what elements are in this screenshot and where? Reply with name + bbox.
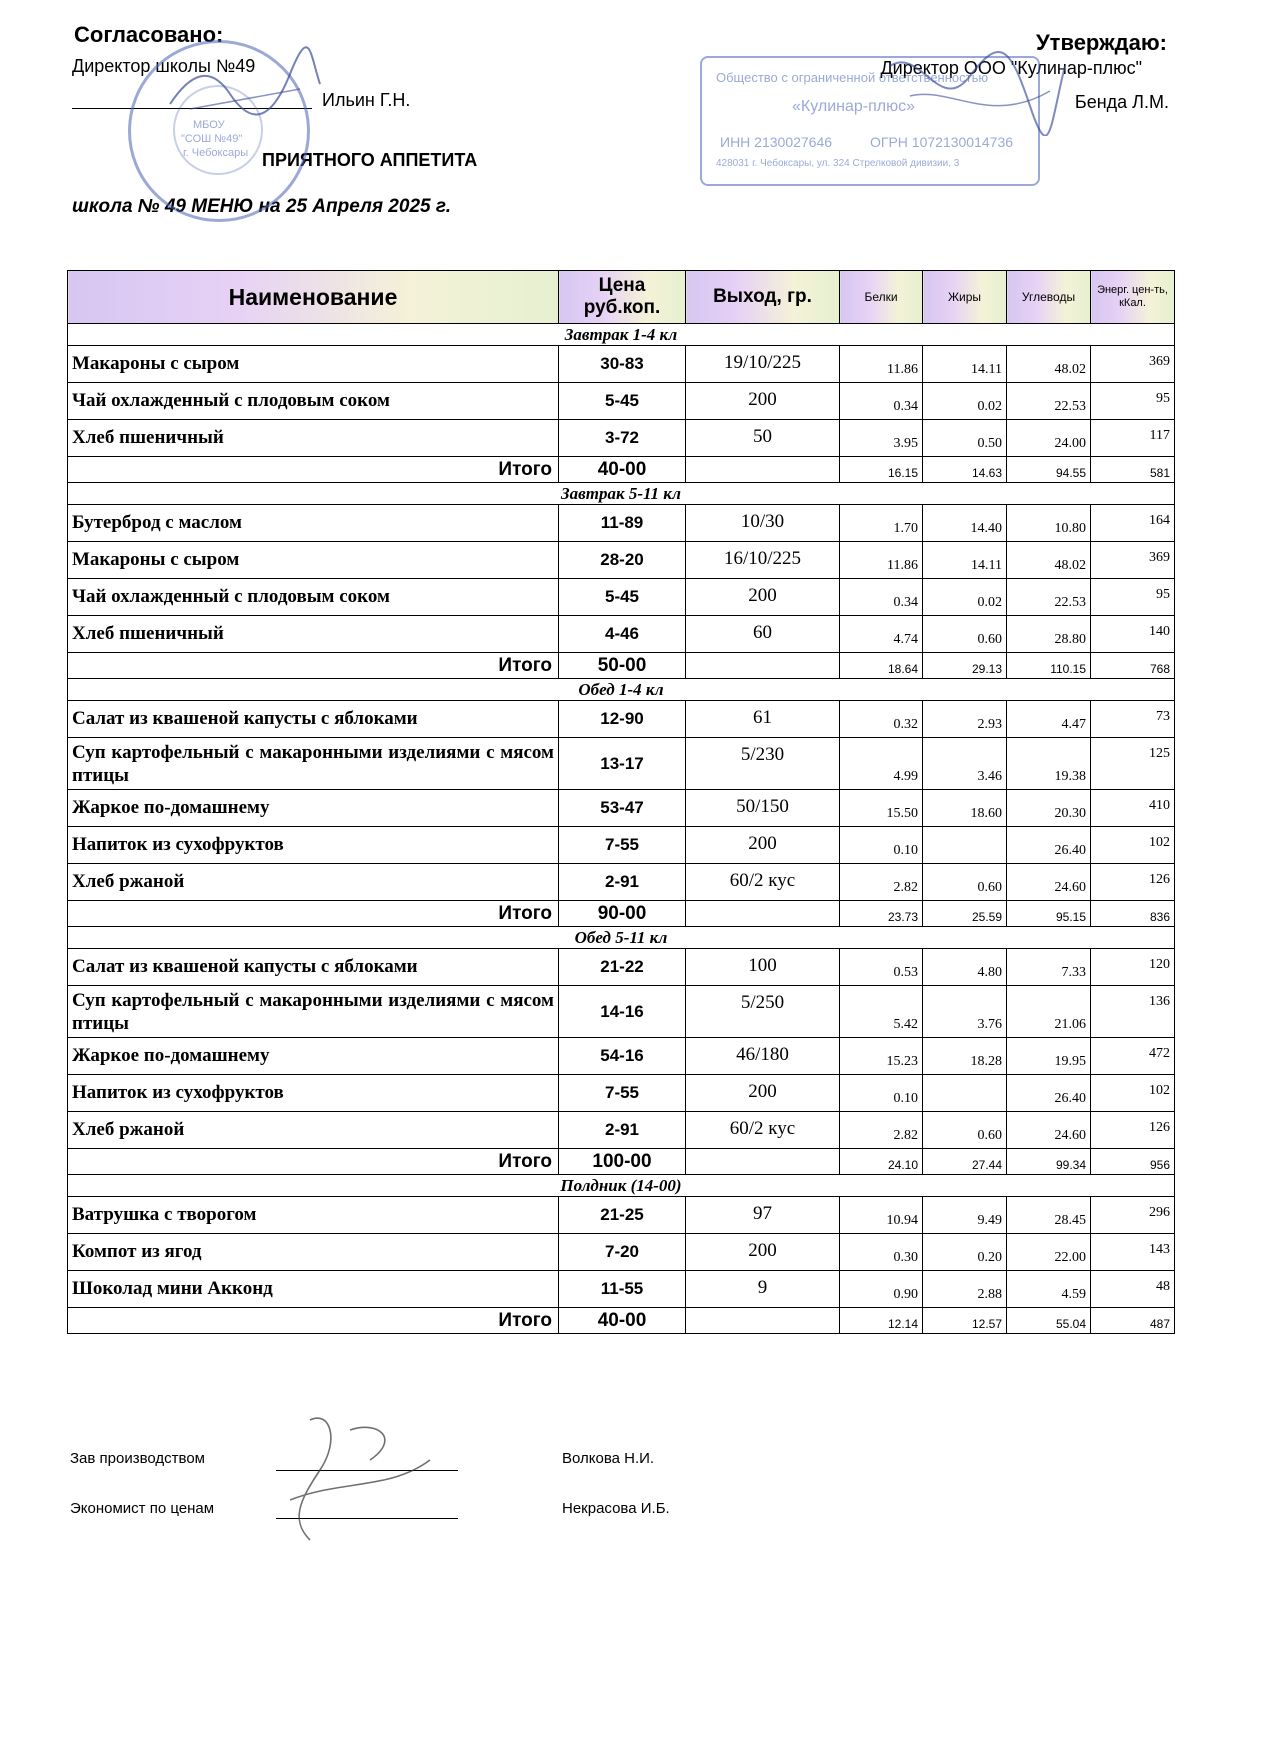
item-protein: 1.70 xyxy=(840,505,923,542)
item-protein: 0.53 xyxy=(840,949,923,986)
total-price: 50-00 xyxy=(559,653,686,679)
total-output-empty xyxy=(686,1149,840,1175)
footer-name-production: Волкова Н.И. xyxy=(562,1450,655,1467)
item-price: 54-16 xyxy=(559,1038,686,1075)
item-kcal: 410 xyxy=(1091,790,1175,827)
item-price: 11-89 xyxy=(559,505,686,542)
item-price: 11-55 xyxy=(559,1271,686,1308)
agreed-name: Ильин Г.Н. xyxy=(322,90,411,110)
menu-table xyxy=(67,270,1175,1334)
table-row xyxy=(68,986,1175,1038)
item-fat: 14.40 xyxy=(923,505,1007,542)
item-fat: 18.60 xyxy=(923,790,1007,827)
item-output: 46/180 xyxy=(686,1038,840,1075)
rect-stamp-address: 428031 г. Чебоксары, ул. 324 Стрелковой дивизии, 3 xyxy=(716,158,960,169)
total-output-empty xyxy=(686,457,840,483)
item-output: 97 xyxy=(686,1197,840,1234)
item-output: 50/150 xyxy=(686,790,840,827)
item-price: 13-17 xyxy=(559,738,686,790)
item-carbs: 22.53 xyxy=(1007,383,1091,420)
total-row xyxy=(68,1149,1175,1175)
item-fat: 0.02 xyxy=(923,579,1007,616)
section-row xyxy=(68,483,1175,505)
item-protein: 2.82 xyxy=(840,1112,923,1149)
table-row xyxy=(68,1112,1175,1149)
total-protein: 12.14 xyxy=(840,1308,923,1334)
item-kcal: 48 xyxy=(1091,1271,1175,1308)
item-carbs: 24.00 xyxy=(1007,420,1091,457)
total-carbs: 99.34 xyxy=(1007,1149,1091,1175)
item-output: 16/10/225 xyxy=(686,542,840,579)
total-row xyxy=(68,1308,1175,1334)
table-row xyxy=(68,346,1175,383)
item-price: 7-55 xyxy=(559,1075,686,1112)
item-name: Компот из ягод xyxy=(68,1234,559,1271)
item-protein: 10.94 xyxy=(840,1197,923,1234)
section-title: Обед 1-4 кл xyxy=(68,679,1175,701)
item-price: 2-91 xyxy=(559,1112,686,1149)
item-fat: 18.28 xyxy=(923,1038,1007,1075)
item-fat: 3.46 xyxy=(923,738,1007,790)
item-price: 5-45 xyxy=(559,383,686,420)
footer-role-economist: Экономист по ценам xyxy=(70,1500,215,1517)
item-protein: 2.82 xyxy=(840,864,923,901)
item-fat xyxy=(923,1075,1007,1112)
section-title: Обед 5-11 кл xyxy=(68,927,1175,949)
total-fat: 25.59 xyxy=(923,901,1007,927)
item-name: Напиток из сухофруктов xyxy=(68,827,559,864)
table-row xyxy=(68,1234,1175,1271)
item-protein: 15.23 xyxy=(840,1038,923,1075)
item-price: 28-20 xyxy=(559,542,686,579)
item-kcal: 95 xyxy=(1091,579,1175,616)
item-name: Шоколад мини Акконд xyxy=(68,1271,559,1308)
item-carbs: 22.00 xyxy=(1007,1234,1091,1271)
total-kcal: 956 xyxy=(1091,1149,1175,1175)
item-carbs: 28.80 xyxy=(1007,616,1091,653)
item-output: 200 xyxy=(686,1234,840,1271)
item-output: 5/230 xyxy=(686,738,840,790)
item-price: 21-25 xyxy=(559,1197,686,1234)
item-price: 12-90 xyxy=(559,701,686,738)
total-kcal: 836 xyxy=(1091,901,1175,927)
section-title: Полдник (14-00) xyxy=(68,1175,1175,1197)
total-fat: 14.63 xyxy=(923,457,1007,483)
total-label: Итого xyxy=(68,653,559,679)
item-output: 5/250 xyxy=(686,986,840,1038)
total-price: 100-00 xyxy=(559,1149,686,1175)
item-output: 19/10/225 xyxy=(686,346,840,383)
table-header-row xyxy=(68,271,1175,324)
total-protein: 16.15 xyxy=(840,457,923,483)
item-price: 21-22 xyxy=(559,949,686,986)
item-output: 60/2 кус xyxy=(686,1112,840,1149)
item-price: 4-46 xyxy=(559,616,686,653)
item-output: 10/30 xyxy=(686,505,840,542)
item-kcal: 117 xyxy=(1091,420,1175,457)
approve-position: Директор ООО "Кулинар-плюс" xyxy=(880,58,1142,78)
table-row xyxy=(68,864,1175,901)
item-fat: 14.11 xyxy=(923,346,1007,383)
item-kcal: 164 xyxy=(1091,505,1175,542)
total-fat: 27.44 xyxy=(923,1149,1007,1175)
item-carbs: 4.59 xyxy=(1007,1271,1091,1308)
item-name: Суп картофельный с макаронными изделиями с мясом птицы xyxy=(68,986,559,1038)
item-output: 200 xyxy=(686,827,840,864)
item-carbs: 7.33 xyxy=(1007,949,1091,986)
item-fat: 2.88 xyxy=(923,1271,1007,1308)
item-kcal: 143 xyxy=(1091,1234,1175,1271)
item-fat: 4.80 xyxy=(923,949,1007,986)
item-name: Чай охлажденный с плодовым соком xyxy=(68,579,559,616)
col-fat-header: Жиры xyxy=(923,271,1007,324)
item-fat: 0.20 xyxy=(923,1234,1007,1271)
rect-stamp-line1: Общество с ограниченной ответственностью xyxy=(716,70,989,85)
item-output: 60/2 кус xyxy=(686,864,840,901)
item-name: Чай охлажденный с плодовым соком xyxy=(68,383,559,420)
col-price-header: Цена руб.коп. xyxy=(559,271,686,324)
table-row xyxy=(68,701,1175,738)
col-protein-header: Белки xyxy=(840,271,923,324)
table-row xyxy=(68,616,1175,653)
item-fat: 0.60 xyxy=(923,864,1007,901)
round-stamp-text-3: г. Чебоксары xyxy=(183,147,249,159)
item-fat: 3.76 xyxy=(923,986,1007,1038)
item-protein: 0.34 xyxy=(840,383,923,420)
table-row xyxy=(68,738,1175,790)
total-output-empty xyxy=(686,653,840,679)
item-output: 200 xyxy=(686,1075,840,1112)
item-fat: 0.50 xyxy=(923,420,1007,457)
item-output: 200 xyxy=(686,579,840,616)
item-name: Бутерброд с маслом xyxy=(68,505,559,542)
item-carbs: 28.45 xyxy=(1007,1197,1091,1234)
agreed-position: Директор школы №49 xyxy=(72,56,256,76)
round-stamp-text-1: МБОУ xyxy=(193,119,225,131)
total-fat: 29.13 xyxy=(923,653,1007,679)
item-carbs: 24.60 xyxy=(1007,864,1091,901)
table-row xyxy=(68,420,1175,457)
item-name: Жаркое по-домашнему xyxy=(68,1038,559,1075)
total-label: Итого xyxy=(68,457,559,483)
section-row xyxy=(68,1175,1175,1197)
rect-stamp-inn: ИНН 2130027646 xyxy=(720,134,833,150)
item-kcal: 102 xyxy=(1091,1075,1175,1112)
item-kcal: 136 xyxy=(1091,986,1175,1038)
item-kcal: 120 xyxy=(1091,949,1175,986)
total-kcal: 581 xyxy=(1091,457,1175,483)
item-name: Салат из квашеной капусты с яблоками xyxy=(68,701,559,738)
item-protein: 4.74 xyxy=(840,616,923,653)
item-kcal: 126 xyxy=(1091,1112,1175,1149)
table-row xyxy=(68,383,1175,420)
total-protein: 18.64 xyxy=(840,653,923,679)
col-name-header: Наименование xyxy=(68,271,559,324)
item-name: Салат из квашеной капусты с яблоками xyxy=(68,949,559,986)
item-price: 3-72 xyxy=(559,420,686,457)
table-row xyxy=(68,949,1175,986)
item-price: 5-45 xyxy=(559,579,686,616)
col-carbs-header: Углеводы xyxy=(1007,271,1091,324)
total-carbs: 94.55 xyxy=(1007,457,1091,483)
item-price: 14-16 xyxy=(559,986,686,1038)
item-kcal: 126 xyxy=(1091,864,1175,901)
item-output: 50 xyxy=(686,420,840,457)
footer-role-production: Зав производством xyxy=(70,1450,205,1467)
menu-table-body xyxy=(68,324,1175,1334)
menu-date-line: школа № 49 МЕНЮ на 25 Апреля 2025 г. xyxy=(72,196,452,217)
item-name: Хлеб ржаной xyxy=(68,864,559,901)
total-label: Итого xyxy=(68,1149,559,1175)
total-row xyxy=(68,901,1175,927)
item-output: 9 xyxy=(686,1271,840,1308)
rect-stamp-line2: «Кулинар-плюс» xyxy=(792,98,915,115)
item-carbs: 21.06 xyxy=(1007,986,1091,1038)
item-protein: 0.10 xyxy=(840,827,923,864)
footer-name-economist: Некрасова И.Б. xyxy=(562,1500,670,1517)
total-output-empty xyxy=(686,1308,840,1334)
item-carbs: 20.30 xyxy=(1007,790,1091,827)
item-carbs: 19.38 xyxy=(1007,738,1091,790)
total-carbs: 95.15 xyxy=(1007,901,1091,927)
item-protein: 11.86 xyxy=(840,542,923,579)
item-kcal: 369 xyxy=(1091,542,1175,579)
item-price: 30-83 xyxy=(559,346,686,383)
item-kcal: 472 xyxy=(1091,1038,1175,1075)
approve-signature-scribble xyxy=(880,36,1070,136)
item-protein: 5.42 xyxy=(840,986,923,1038)
total-price: 40-00 xyxy=(559,1308,686,1334)
item-protein: 11.86 xyxy=(840,346,923,383)
item-price: 7-20 xyxy=(559,1234,686,1271)
item-fat: 2.93 xyxy=(923,701,1007,738)
item-carbs: 48.02 xyxy=(1007,346,1091,383)
item-protein: 0.90 xyxy=(840,1271,923,1308)
item-carbs: 19.95 xyxy=(1007,1038,1091,1075)
section-row xyxy=(68,679,1175,701)
item-name: Напиток из сухофруктов xyxy=(68,1075,559,1112)
table-row xyxy=(68,1197,1175,1234)
col-energy-header: Энерг. цен-ть, кКал. xyxy=(1091,271,1175,324)
table-row xyxy=(68,790,1175,827)
item-name: Суп картофельный с макаронными изделиями с мясом птицы xyxy=(68,738,559,790)
approve-name: Бенда Л.М. xyxy=(1074,92,1169,112)
item-name: Жаркое по-домашнему xyxy=(68,790,559,827)
total-row xyxy=(68,653,1175,679)
total-carbs: 55.04 xyxy=(1007,1308,1091,1334)
item-kcal: 95 xyxy=(1091,383,1175,420)
approve-title: Утверждаю: xyxy=(1036,30,1167,55)
item-carbs: 24.60 xyxy=(1007,1112,1091,1149)
total-fat: 12.57 xyxy=(923,1308,1007,1334)
item-name: Хлеб пшеничный xyxy=(68,420,559,457)
rect-stamp-ogrn: ОГРН 1072130014736 xyxy=(870,134,1014,150)
agreed-signature-scribble xyxy=(150,34,330,124)
greeting: ПРИЯТНОГО АППЕТИТА xyxy=(262,150,478,170)
total-protein: 24.10 xyxy=(840,1149,923,1175)
total-label: Итого xyxy=(68,901,559,927)
section-title: Завтрак 1-4 кл xyxy=(68,324,1175,346)
item-name: Ватрушка с творогом xyxy=(68,1197,559,1234)
table-row xyxy=(68,1075,1175,1112)
item-carbs: 26.40 xyxy=(1007,827,1091,864)
item-kcal: 73 xyxy=(1091,701,1175,738)
table-row xyxy=(68,542,1175,579)
total-price: 90-00 xyxy=(559,901,686,927)
table-row xyxy=(68,827,1175,864)
section-row xyxy=(68,324,1175,346)
item-output: 60 xyxy=(686,616,840,653)
item-price: 53-47 xyxy=(559,790,686,827)
total-price: 40-00 xyxy=(559,457,686,483)
section-row xyxy=(68,927,1175,949)
item-output: 200 xyxy=(686,383,840,420)
total-protein: 23.73 xyxy=(840,901,923,927)
round-stamp-text-2: "СОШ №49" xyxy=(181,133,243,145)
total-kcal: 768 xyxy=(1091,653,1175,679)
total-carbs: 110.15 xyxy=(1007,653,1091,679)
total-label: Итого xyxy=(68,1308,559,1334)
item-protein: 0.34 xyxy=(840,579,923,616)
total-output-empty xyxy=(686,901,840,927)
item-kcal: 125 xyxy=(1091,738,1175,790)
item-carbs: 48.02 xyxy=(1007,542,1091,579)
item-kcal: 369 xyxy=(1091,346,1175,383)
item-carbs: 10.80 xyxy=(1007,505,1091,542)
item-protein: 3.95 xyxy=(840,420,923,457)
item-protein: 0.32 xyxy=(840,701,923,738)
footer-signature-scribble xyxy=(250,1400,450,1550)
item-fat: 0.60 xyxy=(923,616,1007,653)
item-kcal: 140 xyxy=(1091,616,1175,653)
item-protein: 4.99 xyxy=(840,738,923,790)
item-carbs: 4.47 xyxy=(1007,701,1091,738)
item-protein: 15.50 xyxy=(840,790,923,827)
item-protein: 0.30 xyxy=(840,1234,923,1271)
item-name: Макароны с сыром xyxy=(68,346,559,383)
item-carbs: 26.40 xyxy=(1007,1075,1091,1112)
item-fat: 9.49 xyxy=(923,1197,1007,1234)
agreed-title: Согласовано: xyxy=(74,22,224,47)
item-fat: 0.60 xyxy=(923,1112,1007,1149)
item-protein: 0.10 xyxy=(840,1075,923,1112)
table-row xyxy=(68,1271,1175,1308)
item-kcal: 102 xyxy=(1091,827,1175,864)
item-fat: 14.11 xyxy=(923,542,1007,579)
item-price: 7-55 xyxy=(559,827,686,864)
item-name: Хлеб ржаной xyxy=(68,1112,559,1149)
item-kcal: 296 xyxy=(1091,1197,1175,1234)
item-price: 2-91 xyxy=(559,864,686,901)
item-fat: 0.02 xyxy=(923,383,1007,420)
col-output-header: Выход, гр. xyxy=(686,271,840,324)
item-name: Хлеб пшеничный xyxy=(68,616,559,653)
item-name: Макароны с сыром xyxy=(68,542,559,579)
table-row xyxy=(68,579,1175,616)
item-carbs: 22.53 xyxy=(1007,579,1091,616)
table-row xyxy=(68,505,1175,542)
item-output: 61 xyxy=(686,701,840,738)
total-kcal: 487 xyxy=(1091,1308,1175,1334)
table-row xyxy=(68,1038,1175,1075)
total-row xyxy=(68,457,1175,483)
section-title: Завтрак 5-11 кл xyxy=(68,483,1175,505)
item-output: 100 xyxy=(686,949,840,986)
item-fat xyxy=(923,827,1007,864)
